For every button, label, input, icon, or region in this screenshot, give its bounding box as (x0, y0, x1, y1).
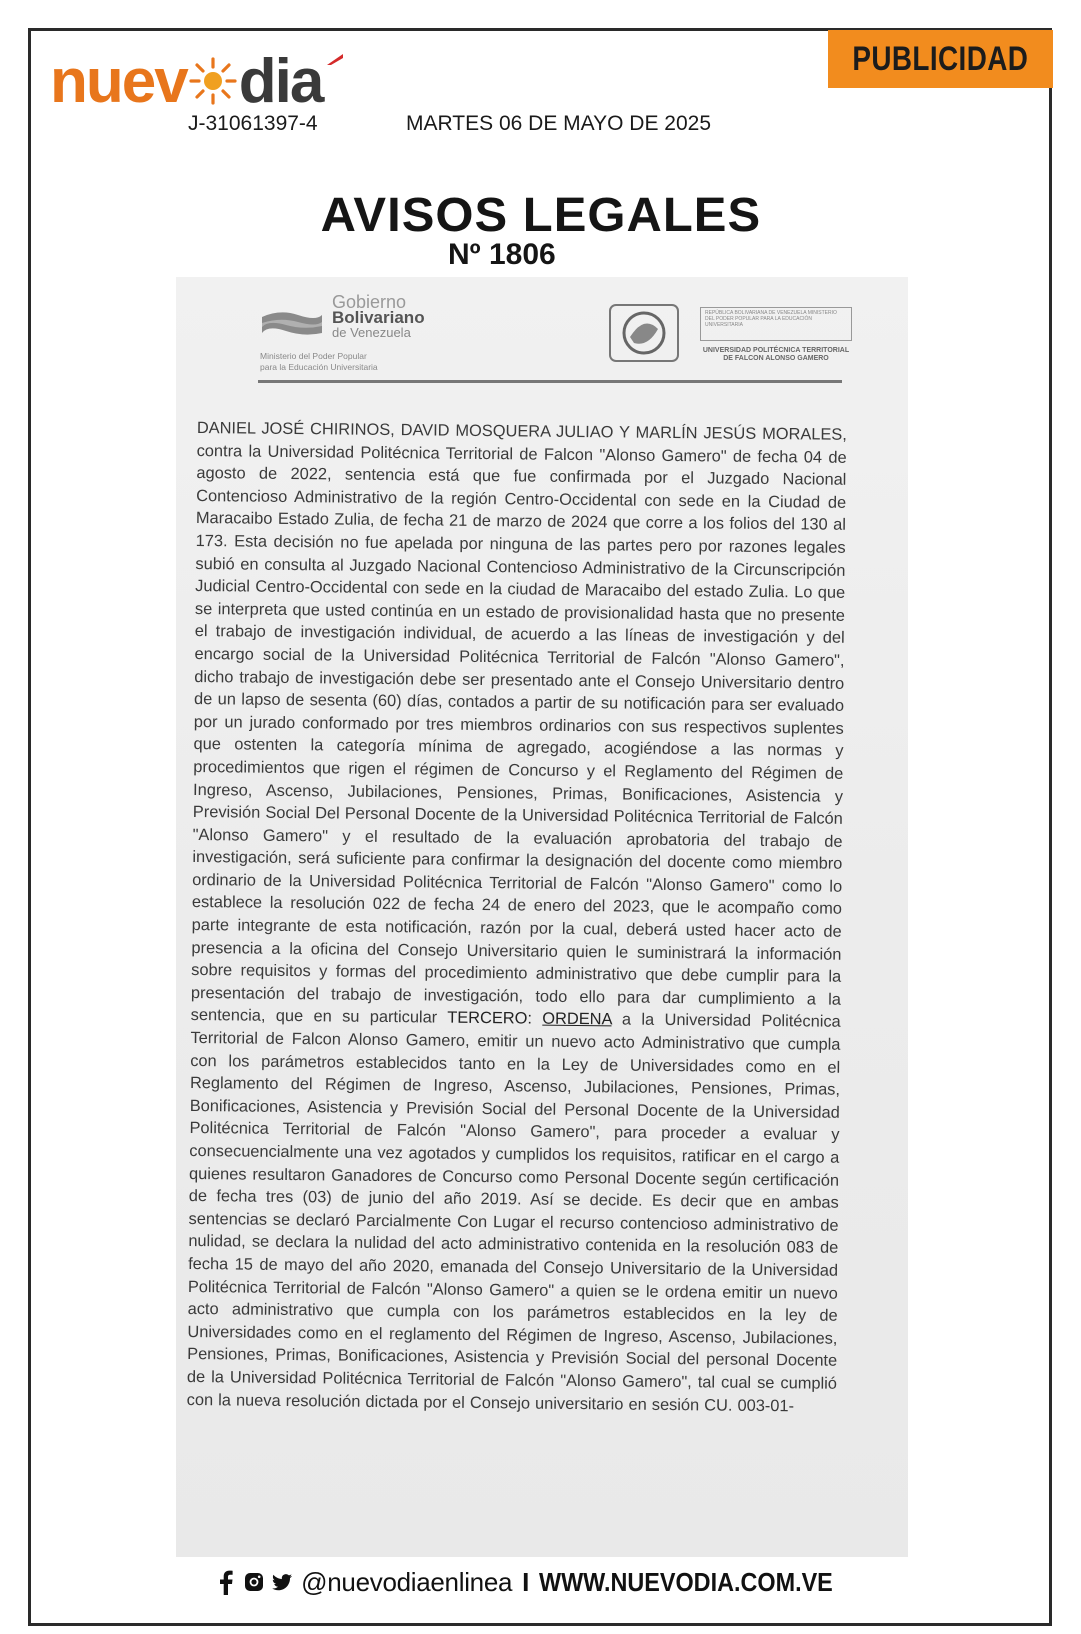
page-title-text: AVISOS LEGALES (320, 189, 761, 242)
company-rif: J-31061397-4 (188, 112, 318, 135)
footer (0, 1562, 1081, 1602)
issue-number: Nº 1806 (448, 238, 556, 271)
ministry-text (260, 351, 378, 373)
section-tag-label: PUBLICIDAD (852, 39, 1029, 78)
notice-ordena: ORDENA (542, 1010, 612, 1029)
instagram-icon (243, 1569, 265, 1595)
ministry-line1: Ministerio del Poder Popular (260, 351, 367, 361)
logo-accent-icon (325, 52, 345, 66)
page-title (0, 188, 1081, 243)
sun-icon (188, 56, 238, 106)
scanned-notice (176, 277, 908, 1557)
letterhead (260, 291, 850, 381)
newspaper-logo (50, 46, 323, 116)
university-name: UNIVERSIDAD POLITÉCNICA TERRITORIAL DE FALCON ALONSO GAMERO (702, 347, 850, 362)
social-handle: @nuevodiaenlinea (301, 1566, 513, 1597)
notice-body-part2: a la Universidad Politécnica Territorial de Falcon Alonso Gamero, emitir un nuevo acto Administrativo que cumpla con los parámetros establecidos tanto en la Ley de Universidades como en el Reglamento del Régimen de Ingreso, Ascenso, Jubilaciones, Pensiones, Primas, Bonificaciones, Asistencia y Previsión Social del Personal Docente de la Universidad Politécnica Territorial de Falcón "Alonso Gamero", para proceder a evaluar y consecuencialmente una vez agotados y cumplidos los requisitos, ratificar en el cargo a quienes resultaron Ganadores de Concurso como Personal Docente según certificación de fecha tres (03) de junio del año 2019. Así se decide. Es decir que en ambas sentencias se declaró Parcialmente Con Lugar el recurso contencioso administrativo de nulidad, se declara la nulidad del acto administrativo contenida en la resolución 083 de fecha 15 de mayo del año 2020, emanada del Consejo Universitario de la Universidad Politécnica Territorial de Falcón "Alonso Gamero" a quien se le ordena emitir un nuevo acto administrativo que cumpla con los parámetros establecidos en la ley de Universidades como en el reglamento del Régimen de Ingreso, Ascenso, Jubilaciones, Pensiones, Primas, Bonificaciones, Asistencia y Previsión Social del personal Docente de la Universidad Politécnica Territorial de Falcón "Alonso Gamero", tal cual se cumplió con la nueva resolución dictada por el Consejo universitario en sesión CU. 003-01- (186, 1010, 841, 1415)
footer-separator: I (522, 1566, 530, 1597)
gob-line2: Bolivariano (332, 308, 425, 327)
letterhead-divider (258, 380, 842, 383)
notice-body-part1: DANIEL JOSÉ CHIRINOS, DAVID MOSQUERA JULIAO Y MARLÍN JESÚS MORALES, contra la Universidad Politécnica Territorial de Falcon "Alonso Gamero" de fecha 04 de agosto de 2022, sentencia está que fue confirmada por el Juzgado Nacional Contencioso Administrativo de la región Centro-Occidental con sede en la Ciudad de Maracaibo Estado Zulia, de fecha 21 de marzo de 2024 que corre a los folios del 130 al 173. Esta decisión no fue apelada por ninguna de las partes pero por razones legales subió en consulta al Juzgado Nacional Contencioso Administrativo de la Circunscripción Judicial Centro-Occidental con sede en la ciudad de Maracaibo del estado Zulia. Lo que se interpreta que usted continúa en un estado de provisionalidad hasta que no presente el trabajo de investigación individual, de acuerdo a las líneas de investigación y del encargo social de la Universidad Politécnica Territorial de Falcón "Alonso Gamero", dicho trabajo de investigación debe ser presentado ante el Consejo Universitario dentro de un lapso de sesenta (60) días, contados a partir de su notificación para ser evaluado por un jurado conformado por tres miembros ordinarios con sus respectivos suplentes que ostenten la categoría mínima de agregado, acogiéndose a las normas y procedimientos que rigen el régimen de Concurso y el Reglamento del Régimen de Ingreso, Ascenso, Jubilaciones, Pensiones, Primas, Bonificaciones, Asistencia y Previsión Social Del Personal Docente de la Universidad Politécnica Territorial de Falcón "Alonso Gamero" y el resultado de la evaluación aprobatoria del trabajo de investigación, será suficiente para confirmar la designación del docente como miembro ordinario de la Universidad Politécnica Territorial de Falcón "Alonso Gamero" como lo establece la resolución 022 de fecha 24 de enero del 2023, que le acompaño como parte integrante de esta notificación, razón por la cual, deberá usted hacer acto de presencia a la oficina del Consejo Universitario quien le suministrará la información sobre requisitos y formas del procedimiento administrativo que debe cumplir para la presentación del trabajo de investigación, todo ello para dar cumplimiento a la sentencia, que en su particular (190, 418, 847, 1028)
gob-line3: de Venezuela (332, 325, 411, 340)
logo-text-right: dia (238, 46, 323, 116)
notice-tercero: TERCERO: (447, 1009, 533, 1028)
section-tag (828, 30, 1053, 88)
logo-text-left: nuev (50, 46, 187, 116)
venezuela-flag-icon (260, 309, 324, 337)
university-header-box: REPÚBLICA BOLIVARIANA DE VENEZUELA MINISTERIO DEL PODER POPULAR PARA LA EDUCACIÓN UNIVERSITARIA (700, 307, 852, 341)
facebook-icon (215, 1569, 237, 1595)
website-link[interactable]: WWW.NUEVODIA.COM.VE (539, 1566, 834, 1597)
ministry-line2: para la Educación Universitaria (260, 362, 378, 372)
publication-date: MARTES 06 DE MAYO DE 2025 (406, 112, 712, 135)
twitter-icon (271, 1569, 293, 1595)
university-seal-icon (608, 303, 680, 363)
social-icons (215, 1569, 293, 1595)
government-logo-text (332, 292, 425, 340)
notice-body (187, 417, 847, 1418)
gob-line1: Gobierno (332, 292, 407, 312)
